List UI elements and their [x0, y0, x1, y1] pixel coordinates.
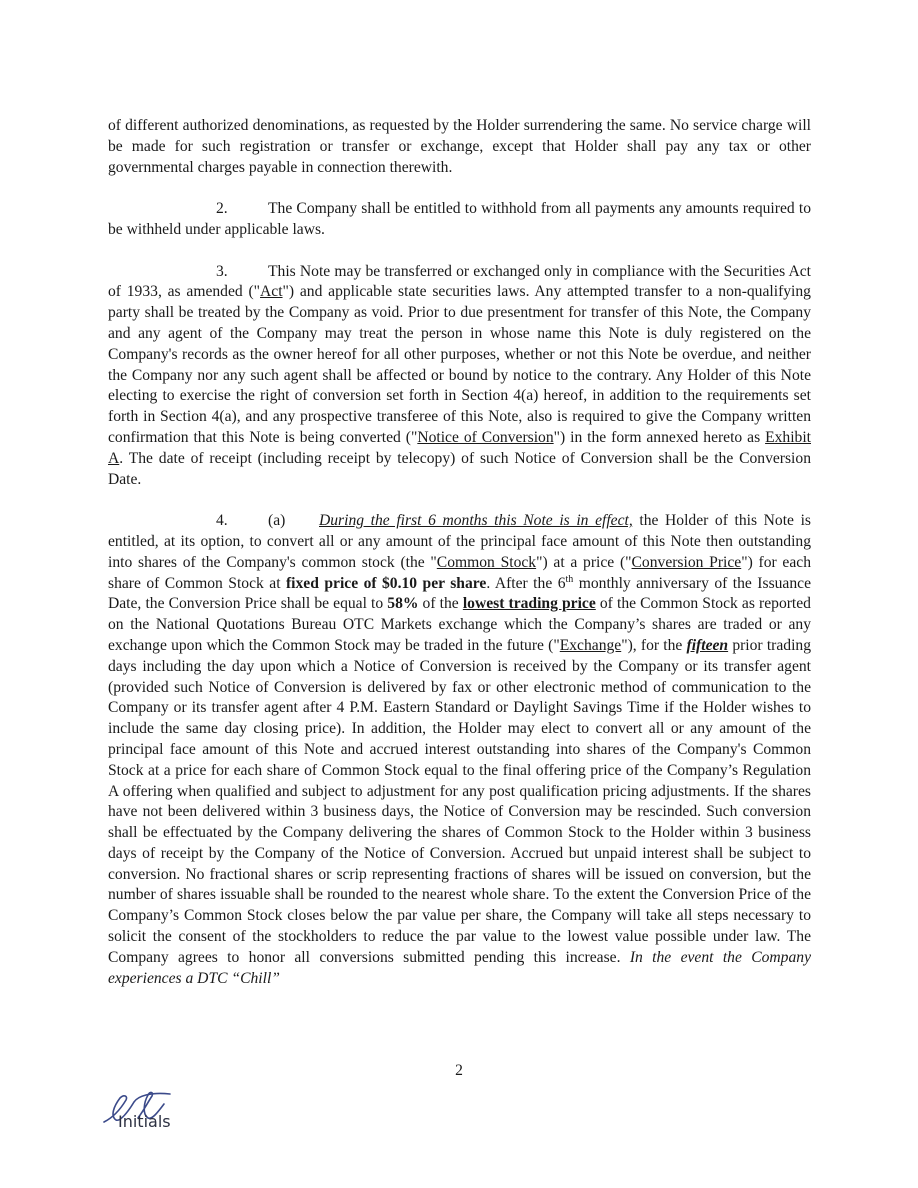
section-3-text-b: ") and applicable state securities laws. Any attempted transfer to a non-qualifying party shall be treated by the Company as void. Prior to due presentment for transfer of this Note, the Company and any agent of the Company may treat the person in whose name this Note is duly registered on the Company's records as the owner hereof for all other purposes, whether or not this Note be overdue, and neither the Company nor any such agent shall be affected or bound by notice to the contrary. Any Holder of this Note electing to exercise the right of conversion set forth in Section 4(a) hereof, in addition to the requirements set forth in Section 4(a), and any prospective transferee of this Note, also is required to give the Company written confirmation that this Note is being converted (": [108, 283, 811, 446]
percent-bold: 58%: [387, 595, 419, 613]
section-4-text-d: . After the 6: [486, 574, 566, 592]
paragraph-1-text: of different authorized denominations, as requested by the Holder surrendering the same. No service charge will be made for such registration or transfer or exchange, except that Holder shall pay any tax or other governmental charges payable in connection therewith.: [108, 117, 811, 176]
initials-block: [98, 1088, 188, 1138]
fixed-price-bold: fixed price of $0.10 per share: [285, 574, 487, 592]
section-4-closing-italic: In the event the Company experiences a DTC “Chill”: [108, 948, 811, 987]
notice-of-conversion-term: Notice of Conversion: [417, 428, 554, 446]
section-4-text-f: of the: [418, 595, 463, 613]
act-defined-term: Act: [260, 283, 283, 301]
initials-label: Initials: [118, 1112, 171, 1131]
ordinal-superscript: th: [565, 573, 574, 585]
conversion-price-term: Conversion Price: [631, 553, 742, 571]
section-4-lead-italic: During the first 6 months this Note is in effect,: [319, 512, 633, 530]
lowest-trading-price-term: lowest trading price: [462, 595, 596, 613]
exhibit-a-term: Exhibit A: [108, 428, 811, 467]
section-4-text-a: the Holder of this Note is entitled, at its option, to convert all or any amount of the principal face amount of this Note then outstanding into shares of the Company's common stock (the ": [108, 512, 811, 571]
section-4: [108, 511, 811, 989]
page-number: 2: [455, 1062, 463, 1079]
section-3-number: 3.: [216, 262, 228, 280]
section-4-text-i: prior trading days including the day upon which a Notice of Conversion is received by the Company or its transfer agent (provided such Notice of Conversion is delivered by fax or other electronic method of communication to the Company or its transfer agent after 4 P.M. Eastern Standard or Daylight Savings Time if the Holder wishes to include the same day closing price). In addition, the Holder may elect to convert all or any amount of the principal face amount of this Note and accrued interest outstanding into shares of the Company's Common Stock at a price for each share of Common Stock equal to the final offering price of the Company’s Regulation A offering when qualified and subject to adjustment for any post qualification pricing adjustments. If the shares have not been delivered within 3 business days, the Notice of Conversion may be rescinded. Such conversion shall be effectuated by the Company delivering the shares of Common Stock to the Holder within 3 business days of receipt by the Company of the Notice of Conversion. Accrued but unpaid interest shall be subject to conversion. No fractional shares or scrip representing fractions of shares will be issued on conversion, but the number of shares issuable shall be rounded to the nearest whole share. To the extent the Conversion Price of the Company’s Common Stock closes below the par value per share, the Company will take all steps necessary to solicit the consent of the stockholders to reduce the par value to the lowest value possible under law. The Company agrees to honor all conversions submitted pending this increase.: [108, 636, 811, 966]
section-2-text: The Company shall be entitled to withhold from all payments any amounts required to be withheld under applicable laws.: [108, 200, 811, 238]
paragraph-continuation: [108, 116, 811, 178]
fifteen-term: fifteen: [686, 636, 729, 654]
section-3: [108, 262, 811, 491]
section-4-text-e: monthly anniversary of the Issuance Date, the Conversion Price shall be equal to: [108, 574, 811, 613]
section-3-text-a: This Note may be transferred or exchanged only in compliance with the Securities Act of 1933, as amended (": [108, 262, 811, 301]
common-stock-term: Common Stock: [436, 553, 537, 571]
section-3-text-c: ") in the form annexed hereto as: [553, 428, 766, 446]
section-4-text-b: ") at a price (": [536, 553, 632, 571]
section-4-text-c: ") for each share of Common Stock at: [108, 553, 811, 592]
exchange-term: Exchange: [559, 636, 622, 654]
section-2-number: 2.: [216, 200, 228, 218]
section-3-text-d: . The date of receipt (including receipt by telecopy) of such Notice of Conversion shall be the Conversion Date.: [108, 449, 811, 488]
section-4-text-h: "), for the: [621, 636, 687, 654]
section-2: [108, 199, 811, 241]
document-body: [108, 116, 811, 1010]
section-4-text-g: of the Common Stock as reported on the National Quotations Bureau OTC Markets exchange which the Company’s shares are traded or any exchange upon which the Common Stock may be traded in the future (": [108, 595, 811, 654]
section-4-number: 4.: [216, 512, 228, 530]
section-4-subsection: (a): [268, 512, 286, 530]
